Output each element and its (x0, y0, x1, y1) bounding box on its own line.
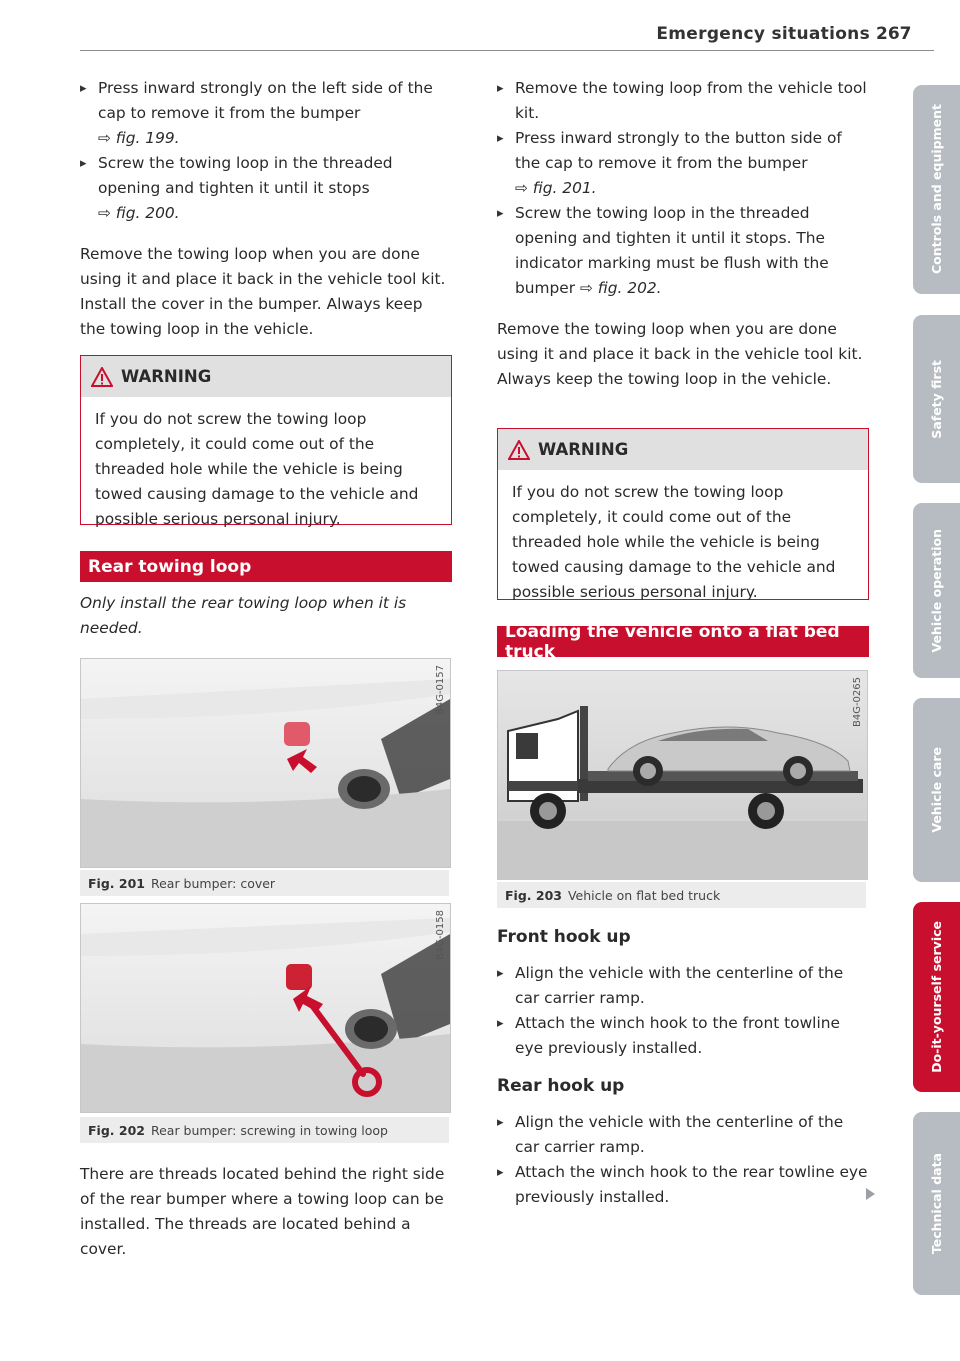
list-item: ▸ Press inward strongly on the left side of the cap to remove it from the bumper ⇨ fig. 199. (80, 76, 452, 151)
side-tab-controls[interactable]: Controls and equipment (913, 85, 960, 294)
figure-code: B4G-0158 (435, 910, 446, 961)
right-column (497, 76, 869, 392)
figure-201-image (80, 658, 451, 868)
rear-hook-list (497, 1110, 869, 1210)
warning-text: If you do not screw the towing loop completely, it could come out of the threaded hole while the vehicle is being towed causing damage to the vehicle and possible serious personal injury. (95, 410, 419, 528)
warning-header (498, 429, 868, 470)
section-title-bar: Rear towing loop (80, 551, 452, 582)
figure-202-image (80, 903, 451, 1113)
warning-text: If you do not screw the towing loop completely, it could come out of the threaded hole while the vehicle is being towed causing damage to the vehicle and possible serious personal injury. (512, 483, 836, 601)
side-tab-technical-data[interactable]: Technical data (913, 1112, 960, 1295)
figure-203-caption: Fig. 203 Vehicle on flat bed truck (497, 882, 866, 908)
subheading-rear-hook: Rear hook up (497, 1076, 625, 1096)
figure-reference-link[interactable]: ⇨ fig. 201. (515, 179, 597, 197)
continue-arrow-icon (866, 1188, 875, 1200)
list-item: ▸ Align the vehicle with the centerline of the car carrier ramp. (497, 961, 869, 1011)
figure-203-image (497, 670, 868, 880)
page-header-title: Emergency situations (656, 24, 870, 44)
list-item: ▸ Attach the winch hook to the front towline eye previously installed. (497, 1011, 869, 1061)
warning-title: WARNING (538, 440, 629, 459)
figure-reference-link[interactable]: ⇨ fig. 202. (580, 279, 662, 297)
figure-code: B4G-0157 (435, 665, 446, 716)
warning-header (81, 356, 451, 397)
towing-loop-screw-in-illustration (81, 904, 450, 1112)
paragraph: There are threads located behind the right side of the rear bumper where a towing loop can be installed. The threads are located behind a cover. (80, 1165, 445, 1258)
side-tab-vehicle-care[interactable]: Vehicle care (913, 698, 960, 882)
section-intro: Only install the rear towing loop when it is needed. (80, 594, 407, 637)
list-item: ▸ Screw the towing loop in the threaded opening and tighten it until it stops ⇨ fig. 200. (80, 151, 452, 226)
subheading-front-hook: Front hook up (497, 927, 631, 947)
warning-title: WARNING (121, 367, 212, 386)
side-tab-do-it-yourself[interactable]: Do-it-yourself service (913, 902, 960, 1092)
paragraph: Remove the towing loop when you are done using it and place it back in the vehicle tool kit. Always keep the towing loop in the vehicle. (497, 320, 863, 388)
side-tab-safety[interactable]: Safety first (913, 315, 960, 483)
list-item: ▸ Remove the towing loop from the vehicle tool kit. (497, 76, 869, 126)
figure-201-caption: Fig. 201 Rear bumper: cover (80, 870, 449, 896)
side-tab-vehicle-operation[interactable]: Vehicle operation (913, 503, 960, 678)
figure-reference-link[interactable]: ⇨ fig. 199. (98, 129, 180, 147)
list-item: ▸ Align the vehicle with the centerline of the car carrier ramp. (497, 1110, 869, 1160)
list-item: ▸ Attach the winch hook to the rear towline eye previously installed. (497, 1160, 869, 1210)
rear-bumper-cover-illustration (81, 659, 450, 867)
paragraph: Remove the towing loop when you are done using it and place it back in the vehicle tool kit. Install the cover in the bumper. Always keep the towing loop in the vehicle. (80, 245, 446, 338)
figure-reference-link[interactable]: ⇨ fig. 200. (98, 204, 180, 222)
figure-202-caption: Fig. 202 Rear bumper: screwing in towing loop (80, 1117, 449, 1143)
list-item: ▸ Press inward strongly to the button side of the cap to remove it from the bumper ⇨ fig. 201. (497, 126, 869, 201)
section-title-bar: Loading the vehicle onto a flat bed truck (497, 626, 869, 657)
warning-box (497, 428, 869, 600)
warning-triangle-icon (508, 440, 530, 460)
warning-triangle-icon (91, 367, 113, 387)
figure-code: B4G-0265 (852, 677, 863, 728)
warning-box (80, 355, 452, 528)
left-column (80, 76, 452, 342)
list-item: ▸ Screw the towing loop in the threaded opening and tighten it until it stops. The indicator marking must be flush with the bumper ⇨ fig. 202. (497, 201, 869, 301)
header-rule (80, 50, 934, 51)
flat-bed-truck-illustration (498, 671, 867, 879)
page-number: 267 (876, 24, 912, 44)
front-hook-list (497, 961, 869, 1061)
